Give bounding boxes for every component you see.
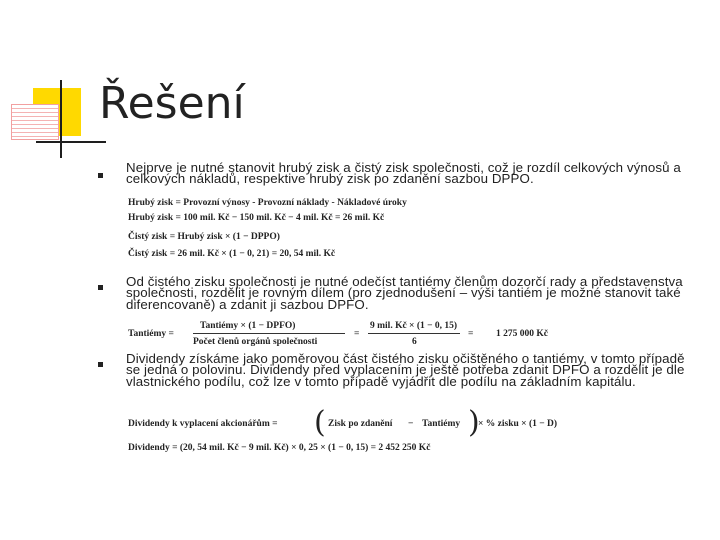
bullet-marker: [98, 173, 103, 178]
formula-equals: =: [468, 329, 474, 339]
formula-close-paren: ): [468, 405, 480, 440]
bullet-marker: [98, 285, 103, 290]
formula-cisty-zisk-definition: Čistý zisk = Hrubý zisk × (1 − DPPO): [128, 232, 280, 242]
fraction-bar: [368, 333, 460, 334]
formula-hruby-zisk-definition: Hrubý zisk = Provozní výnosy - Provozní náklady - Nákladové úroky: [128, 198, 407, 208]
formula-tantiemy-denominator: Počet členů orgánů společnosti: [193, 337, 318, 347]
slide-title: Řešení: [99, 78, 245, 129]
formula-dividendy-term-c: × % zisku × (1 − D): [478, 419, 558, 429]
formula-tantiemy-numerator-values: 9 mil. Kč × (1 − 0, 15): [370, 321, 458, 331]
decor-red-striped-square: [11, 104, 59, 140]
formula-tantiemy-result: 1 275 000 Kč: [496, 329, 548, 339]
bullet-marker: [98, 362, 103, 367]
formula-cisty-zisk-calc: Čistý zisk = 26 mil. Kč × (1 − 0, 21) = 20, 54 mil. Kč: [128, 249, 336, 259]
formula-dividendy-term-b: Tantiémy: [422, 419, 461, 429]
formula-tantiemy-denominator-value: 6: [412, 337, 417, 347]
bullet-text-3: Dividendy získáme jako poměrovou část čistého zisku očištěného o tantiémy, v tomto případě se jedná o polovinu. Dividendy před vyplacením je ještě potřeba zdanit DPFO a rozdělit je dle vlastnického podílu, což lze v tomto případě vyjádřit dle podílu na základním kapitálu.: [126, 351, 685, 389]
formula-tantiemy-numerator: Tantiémy × (1 − DPFO): [200, 321, 296, 331]
decor-vertical-line: [60, 80, 62, 158]
formula-minus: −: [408, 419, 414, 429]
bullet-text-2: Od čistého zisku společnosti je nutné odečíst tantiémy členům dozorčí rady a představenstva společnosti, rozdělit je rovným dílem (pro zjednodušení – výši tantiém je možné stanovit také diferencovaně) a zdanit ji sazbou DPFO.: [126, 274, 683, 312]
formula-hruby-zisk-calc: Hrubý zisk = 100 mil. Kč − 150 mil. Kč − 4 mil. Kč = 26 mil. Kč: [128, 213, 385, 223]
formula-open-paren: (: [314, 405, 326, 440]
formula-dividendy-term-a: Zisk po zdanění: [328, 419, 393, 429]
bullet-text-1: Nejprve je nutné stanovit hrubý zisk a čistý zisk společnosti, což je rozdíl celkových výnosů a celkových nákladů, respektive hrubý zisk po zdanění sazbou DPPO.: [126, 160, 681, 187]
formula-equals: =: [354, 329, 360, 339]
formula-dividendy-lhs: Dividendy k vyplacení akcionářům =: [128, 419, 278, 429]
formula-tantiemy-lhs: Tantiémy =: [128, 329, 174, 339]
fraction-bar: [193, 333, 345, 334]
decor-horizontal-line: [36, 141, 106, 143]
formula-dividendy-calc: Dividendy = (20, 54 mil. Kč − 9 mil. Kč) × 0, 25 × (1 − 0, 15) = 2 452 250 Kč: [128, 443, 431, 453]
